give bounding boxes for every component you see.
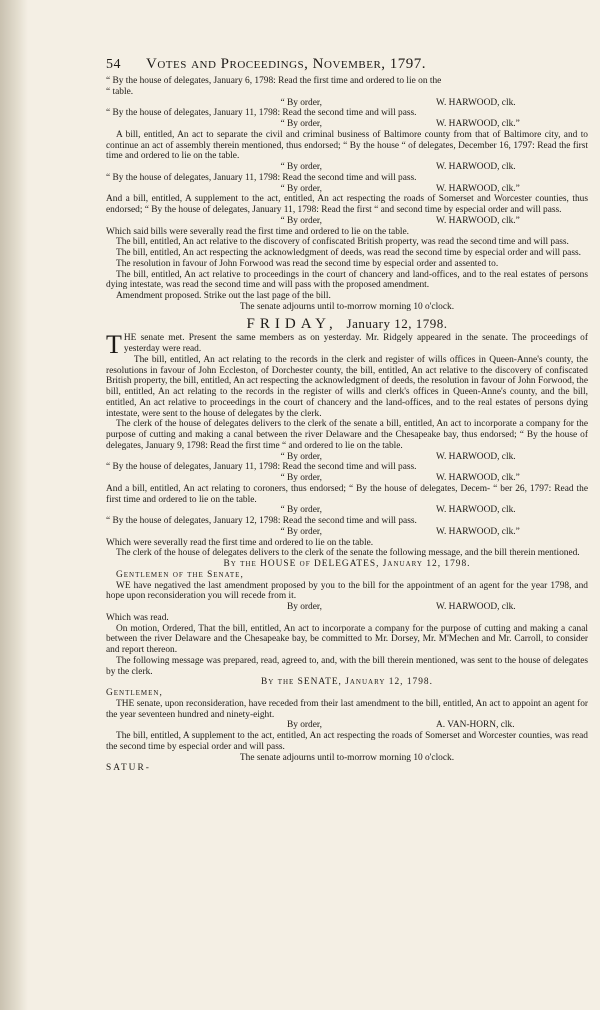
paragraph: Which were severally read the first time and ordered to lie on the table. bbox=[106, 537, 374, 548]
page-number: 54 bbox=[106, 57, 121, 72]
paragraph: And a bill, entitled, A supplement to the act, entitled, An act respecting the roads of Somerset and Worcester counties, thus endorsed; “ By the house of delegates, January 11, 1798: Read the first “ and second time by especial order and will pass. bbox=[106, 194, 588, 215]
signature-line: “ By order, W. HARWOOD, clk.” bbox=[280, 119, 520, 129]
day-date: January 12, 1798. bbox=[346, 315, 448, 331]
text-line: “ table. bbox=[106, 86, 134, 97]
signature-line: “ By order, W. HARWOOD, clk.” bbox=[280, 473, 520, 483]
paragraph: A bill, entitled, An act to separate the civil and criminal business of Baltimore county from that of Baltimore city, and to continue an act of assembly therein mentioned, thus endorsed; “ By the house “ of delegates, December 16, 1797: Read the first time and ordered to lie on the table. bbox=[106, 129, 588, 162]
message-heading: By the HOUSE of DELEGATES, January 12, 1798. bbox=[223, 559, 471, 569]
drop-cap: T bbox=[106, 330, 122, 360]
paragraph: Amendment proposed. Strike out the last page of the bill. bbox=[116, 291, 331, 301]
text-line: “ By the house of delegates, January 11, 1798: Read the second time and will pass. bbox=[106, 172, 417, 183]
signature-line: By order, W. HARWOOD, clk. bbox=[286, 602, 516, 612]
message-heading: By the SENATE, January 12, 1798. bbox=[261, 677, 433, 688]
paragraph: The bill, entitled, An act relating to the records in the clerk and register of wills offices in Queen-Anne's county, the resolutions in favour of John Eccleston, of Dorchester county, the bill, entitled, An act relative to the discovery of confiscated British property, the bill, entitled, An act respecting the acknowledgment of deeds, the resolution in favour of John Forwood, the bill, entitled, An act relating to the records in the register of wills and clerk's offices in Queen-Anne's county, and the bill, entitled, An act relative to proceedings in the court of chancery and the land-offices, and to the real estates of persons dying intestate, were sent to the house of delegates by the clerk. bbox=[106, 354, 588, 419]
body-text bbox=[106, 76, 588, 774]
binding-shadow bbox=[0, 0, 28, 1010]
adjournment-line: The senate adjourns until to-morrow morning 10 o'clock. bbox=[239, 301, 455, 312]
signature-line: “ By order, W. HARWOOD, clk. bbox=[280, 97, 516, 108]
paragraph: The bill, entitled, An act relative to proceedings in the court of chancery and land-offices, and to the real estates of persons dying intestate, was read the second time and will pass with the proposed amendment. bbox=[106, 269, 588, 291]
text-line: “ By the house of delegates, January 11, 1798: Read the second time and will pass. bbox=[106, 462, 417, 473]
paragraph: On motion, Ordered, That the bill, entitled, An act to incorporate a company for the purpose of cutting and making a canal between the river Delaware and the Chesapeake bay, be committed to Mr. Dorsey, Mr. M'Mechen and Mr. Carroll, to consider and report thereon. bbox=[106, 623, 588, 655]
paragraph: The clerk of the house of delegates delivers to the clerk of the senate the following message, and the bill therein mentioned. bbox=[116, 548, 580, 559]
paragraph: Which said bills were severally read the first time and ordered to lie on the table. bbox=[106, 226, 410, 237]
signature-line: By order, A. VAN-HORN, clk. bbox=[286, 720, 515, 731]
paragraph: The bill, entitled, An act relative to the discovery of confiscated British property, was read the second time and will pass. bbox=[116, 237, 569, 248]
message-salutation: Gentlemen, bbox=[106, 688, 163, 698]
adjournment-line: The senate adjourns until to-morrow morning 10 o'clock. bbox=[239, 752, 455, 763]
signature-line: “ By order, W. HARWOOD, clk.” bbox=[280, 215, 520, 226]
page-header bbox=[106, 56, 588, 76]
catchword: SATUR- bbox=[106, 763, 151, 774]
message-salutation: Gentlemen of the Senate, bbox=[116, 569, 244, 580]
paragraph: HE senate met. Present the same members as on yesterday. Mr. Ridgely appeared in the senate. The proceedings of yesterday were read. bbox=[123, 333, 588, 354]
signature-line: “ By order, W. HARWOOD, clk. bbox=[280, 451, 516, 462]
signature-line: “ By order, W. HARWOOD, clk.” bbox=[280, 183, 520, 194]
message-body: WE have negatived the last amendment proposed by you to the bill for the appointment of an agent for the year 1798, and hope upon reconsideration you will recede from it. bbox=[106, 580, 588, 602]
paragraph: The following message was prepared, read, agreed to, and, with the bill therein mentioned, was sent to the house of delegates by the clerk. bbox=[106, 655, 588, 677]
signature-line: “ By order, W. HARWOOD, clk. bbox=[280, 162, 516, 172]
message-body: THE senate, upon reconsideration, have receded from their last amendment to the bill, entitled, An act to appoint an agent for the year seventeen hundred and ninety-eight. bbox=[106, 698, 588, 720]
paragraph: The bill, entitled, An act respecting the acknowledgment of deeds, was read the second time by especial order and will pass. bbox=[116, 248, 581, 258]
signature-line: “ By order, W. HARWOOD, clk. bbox=[280, 505, 516, 516]
day-name: FRIDAY, bbox=[246, 315, 338, 332]
text-line: “ By the house of delegates, January 6, 1798: Read the first time and ordered to lie on the bbox=[106, 76, 442, 86]
paragraph: The resolution in favour of John Forwood was read the second time by especial order and assented to. bbox=[116, 258, 499, 269]
paragraph: Which was read. bbox=[106, 612, 169, 623]
running-title: Votes and Proceedings, November, 1797. bbox=[146, 56, 427, 72]
paragraph: The bill, entitled, A supplement to the act, entitled, An act respecting the roads of Somerset and Worcester counties, was read the second time by especial order and will pass. bbox=[106, 731, 588, 752]
text-line: “ By the house of delegates, January 11, 1798: Read the second time and will pass. bbox=[106, 108, 417, 119]
text-line: “ By the house of delegates, January 12, 1798: Read the second time and will pass. bbox=[106, 516, 417, 526]
day-heading bbox=[106, 315, 588, 332]
paragraph: The clerk of the house of delegates delivers to the clerk of the senate a bill, entitled, An act to incorporate a company for the purpose of cutting and making a canal between the river Delaware and the Chesapeake bay, thus endorsed; “ By the house of delegates, January 9, 1798: Read the first time “ and ordered to lie on the table. bbox=[106, 419, 588, 451]
paragraph: And a bill, entitled, An act relating to coroners, thus endorsed; “ By the house of delegates, Decem- “ ber 26, 1797: Read the first time and ordered to lie on the table. bbox=[106, 483, 588, 505]
signature-line: “ By order, W. HARWOOD, clk.” bbox=[280, 526, 520, 537]
